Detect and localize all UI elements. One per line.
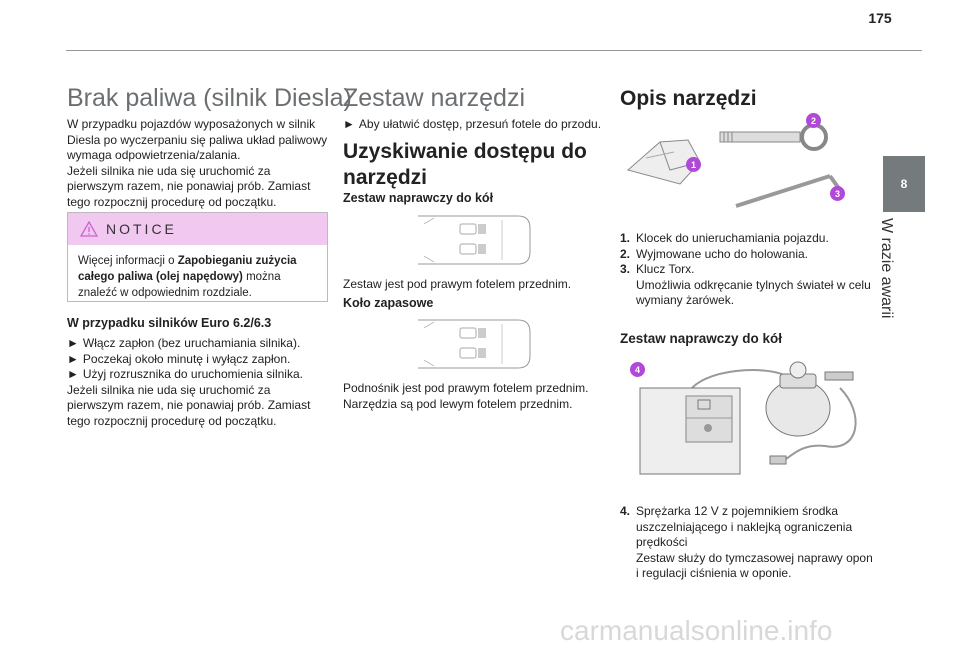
chapter-label: W razie awarii <box>878 218 895 319</box>
compressor-illustration <box>630 358 860 488</box>
badge-2: 2 <box>806 113 821 128</box>
access-step: ► Aby ułatwić dostęp, przesuń fotele do przodu. <box>343 117 602 131</box>
list-item: 4. Sprężarka 12 V z pojemnikiem środka uszczelniającego i naklejką ograniczenia prędkości Zestaw służy do tymczasowej naprawy opon i regulacji ciśnienia w oponie. <box>620 504 873 580</box>
step-item: ► Użyj rozrusznika do uruchomienia silnika. <box>67 367 303 381</box>
section-title-tools-description: Opis narzędzi <box>620 87 757 110</box>
restart-steps: ► Włącz zapłon (bez uruchamiania silnika). ► Poczekaj około minutę i wyłącz zapłon. ► Użyj rozrusznika do uruchomienia silnika. Jeżeli silnika nie uda się uruchomić za pierwszym razem, nie ponawiaj prób. Zamiast tego rozpocznij procedurę od początku. <box>67 336 332 429</box>
towing-eye-icon <box>720 125 826 149</box>
badge-1: 1 <box>686 157 701 172</box>
notice-box <box>67 212 328 302</box>
access-heading: Uzyskiwanie dostępu do narzędzi <box>343 140 587 189</box>
spare-wheel-text: Podnośnik jest pod prawym fotelem przednim. Narzędzia są pod lewym fotelem przednim. <box>343 381 589 411</box>
section-title-toolkit: Zestaw narzędzi <box>343 84 526 112</box>
page-number: 175 <box>868 10 892 26</box>
notice-title: NOTICE <box>106 221 177 237</box>
car-top-view-spare-diagram <box>410 318 532 370</box>
notice-body: Więcej informacji o Zapobieganiu zużycia całego paliwa (olej napędowy) można znaleźć w odpowiednim rozdziale. <box>78 255 297 299</box>
list-item: 2. Wyjmowane ucho do holowania. <box>620 246 808 261</box>
list-item: 3. Klucz Torx. Umożliwia odkręcanie tylnych świateł w celu wymiany żarówek. <box>620 262 871 307</box>
warning-triangle-icon <box>80 221 98 237</box>
car-top-view-kit-diagram <box>410 214 532 266</box>
spare-wheel-heading: Koło zapasowe <box>343 296 434 310</box>
step-item: ► Poczekaj około minutę i wyłącz zapłon. <box>67 351 291 366</box>
chapter-tab[interactable]: 8 <box>883 156 925 212</box>
no-fuel-intro: W przypadku pojazdów wyposażonych w silnik Diesla po wyczerpaniu się paliwa układ paliwowy wymaga odpowietrzenia/zalania. Jeżeli silnika nie uda się uruchomić za pierwszym razem, nie ponawiaj prób. Zamiast tego rozpocznij procedurę od początku. <box>67 117 328 209</box>
repair-kit-heading: Zestaw naprawczy do kół <box>620 331 783 346</box>
top-divider <box>66 50 922 51</box>
kit-heading: Zestaw naprawczy do kół <box>343 191 494 205</box>
compressor-description <box>620 504 885 582</box>
section-title-no-fuel: Brak paliwa (silnik Diesla) <box>67 84 352 112</box>
list-item: 1. Klocek do unieruchamiania pojazdu. <box>620 231 829 245</box>
notice-link-text: Zapobieganiu zużycia <box>177 255 297 267</box>
badge-4: 4 <box>630 362 645 377</box>
torx-key-icon <box>736 176 840 206</box>
badge-3: 3 <box>830 186 845 201</box>
kit-location-text: Zestaw jest pod prawym fotelem przednim. <box>343 277 572 291</box>
euro-subheading: W przypadku silników Euro 6.2/6.3 <box>67 316 272 330</box>
watermark-text: carmanualsonline.info <box>560 615 833 646</box>
tools-list <box>620 231 880 309</box>
step-item: ► Włącz zapłon (bez uruchamiania silnika). <box>67 336 301 350</box>
notice-header <box>68 213 327 245</box>
